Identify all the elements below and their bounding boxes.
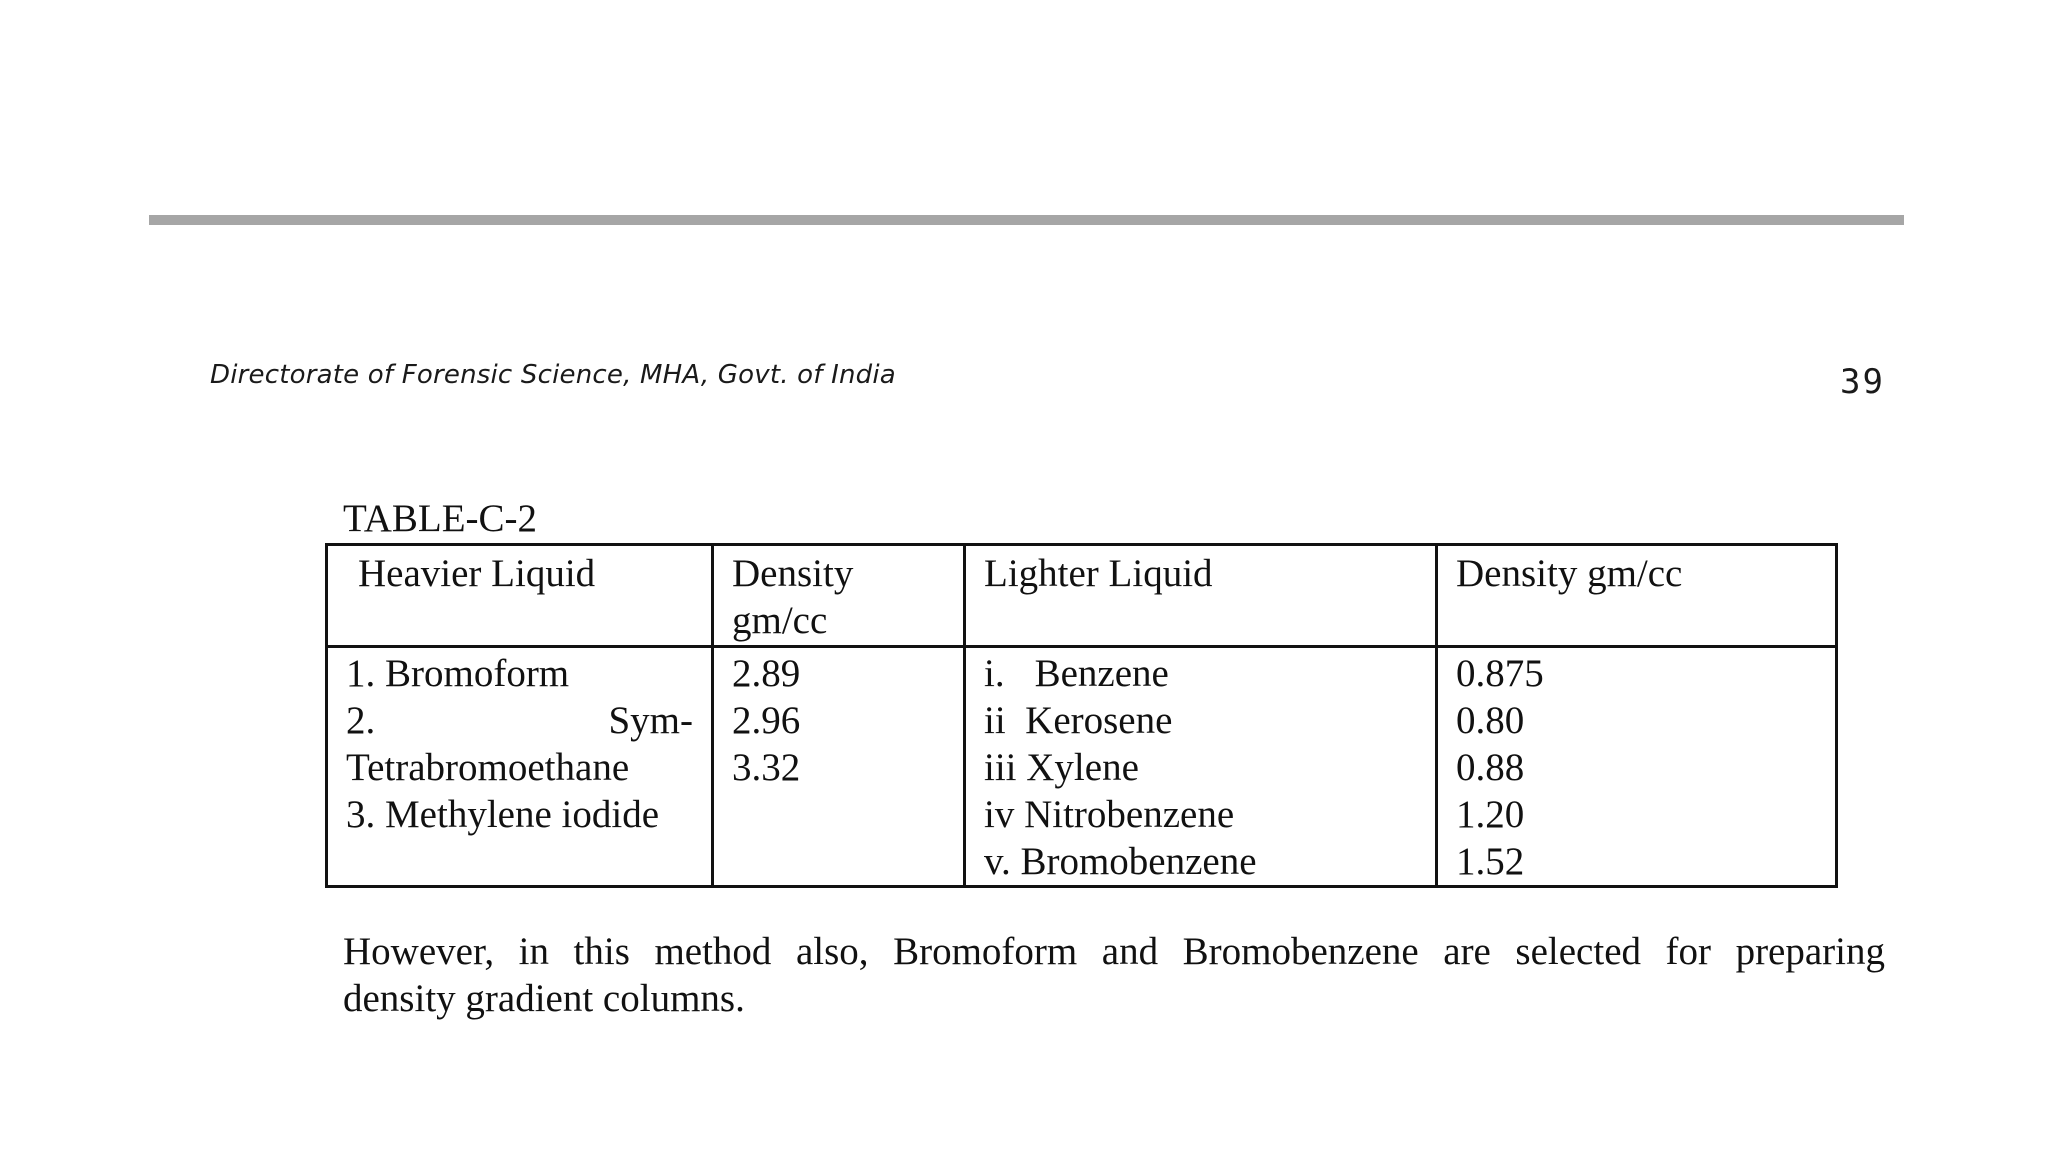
lighter-density-5: 1.52 — [1456, 840, 1525, 883]
heavier-item-1: 1. Bromoform — [346, 652, 570, 695]
lighter-item-5: v. Bromobenzene — [984, 840, 1257, 883]
density-table — [325, 543, 1838, 888]
table-header-row — [327, 545, 1837, 647]
header-lighter-liquid — [965, 545, 1437, 647]
heavier-density-2: 2.96 — [732, 699, 801, 742]
table-row — [327, 647, 1837, 887]
lighter-item-4: iv Nitrobenzene — [984, 793, 1235, 836]
header-lighter-density-label: Density gm/cc — [1456, 552, 1683, 595]
page-number: 39 — [1840, 362, 1885, 402]
heavier-item-2-number: 2. — [346, 699, 376, 742]
header-heavier-density — [713, 545, 965, 647]
heavier-item-2-prefix: Sym- — [608, 699, 693, 742]
heavier-density-cell — [713, 647, 965, 887]
heavier-item-3: 3. Methylene iodide — [346, 793, 660, 836]
lighter-density-2: 0.80 — [1456, 699, 1525, 742]
lighter-item-1-marker: i. — [984, 652, 1005, 695]
lighter-density-1: 0.875 — [1456, 652, 1544, 695]
header-heavier-density-line1: Density — [732, 552, 854, 595]
header-heavier-density-line2: gm/cc — [732, 599, 828, 642]
lighter-density-cell — [1437, 647, 1837, 887]
header-heavier-liquid — [327, 545, 713, 647]
lighter-liquid-cell — [965, 647, 1437, 887]
lighter-density-3: 0.88 — [1456, 746, 1525, 789]
header-lighter-density — [1437, 545, 1837, 647]
header-lighter-liquid-label: Lighter Liquid — [984, 552, 1213, 595]
heavier-liquid-cell — [327, 647, 713, 887]
lighter-density-4: 1.20 — [1456, 793, 1525, 836]
heavier-item-2-line2: Tetrabromoethane — [346, 746, 630, 789]
paragraph-line-1: However, in this method also, Bromoform and Bromobenzene are selected for preparing — [343, 930, 1885, 973]
running-header: Directorate of Forensic Science, MHA, Govt. of India — [210, 360, 896, 390]
table-caption: TABLE-C-2 — [343, 497, 538, 540]
lighter-item-1 — [984, 650, 1417, 697]
body-paragraph — [343, 928, 1885, 1022]
paragraph-line-2: density gradient columns. — [343, 977, 745, 1020]
heavier-item-2-line1 — [346, 697, 693, 744]
heavier-density-1: 2.89 — [732, 652, 801, 695]
lighter-item-2: ii Kerosene — [984, 699, 1173, 742]
lighter-item-1-name: Benzene — [1034, 652, 1169, 695]
lighter-item-3: iii Xylene — [984, 746, 1139, 789]
heavier-density-3: 3.32 — [732, 746, 801, 789]
header-divider — [149, 215, 1904, 225]
header-heavier-liquid-label: Heavier Liquid — [358, 552, 596, 595]
